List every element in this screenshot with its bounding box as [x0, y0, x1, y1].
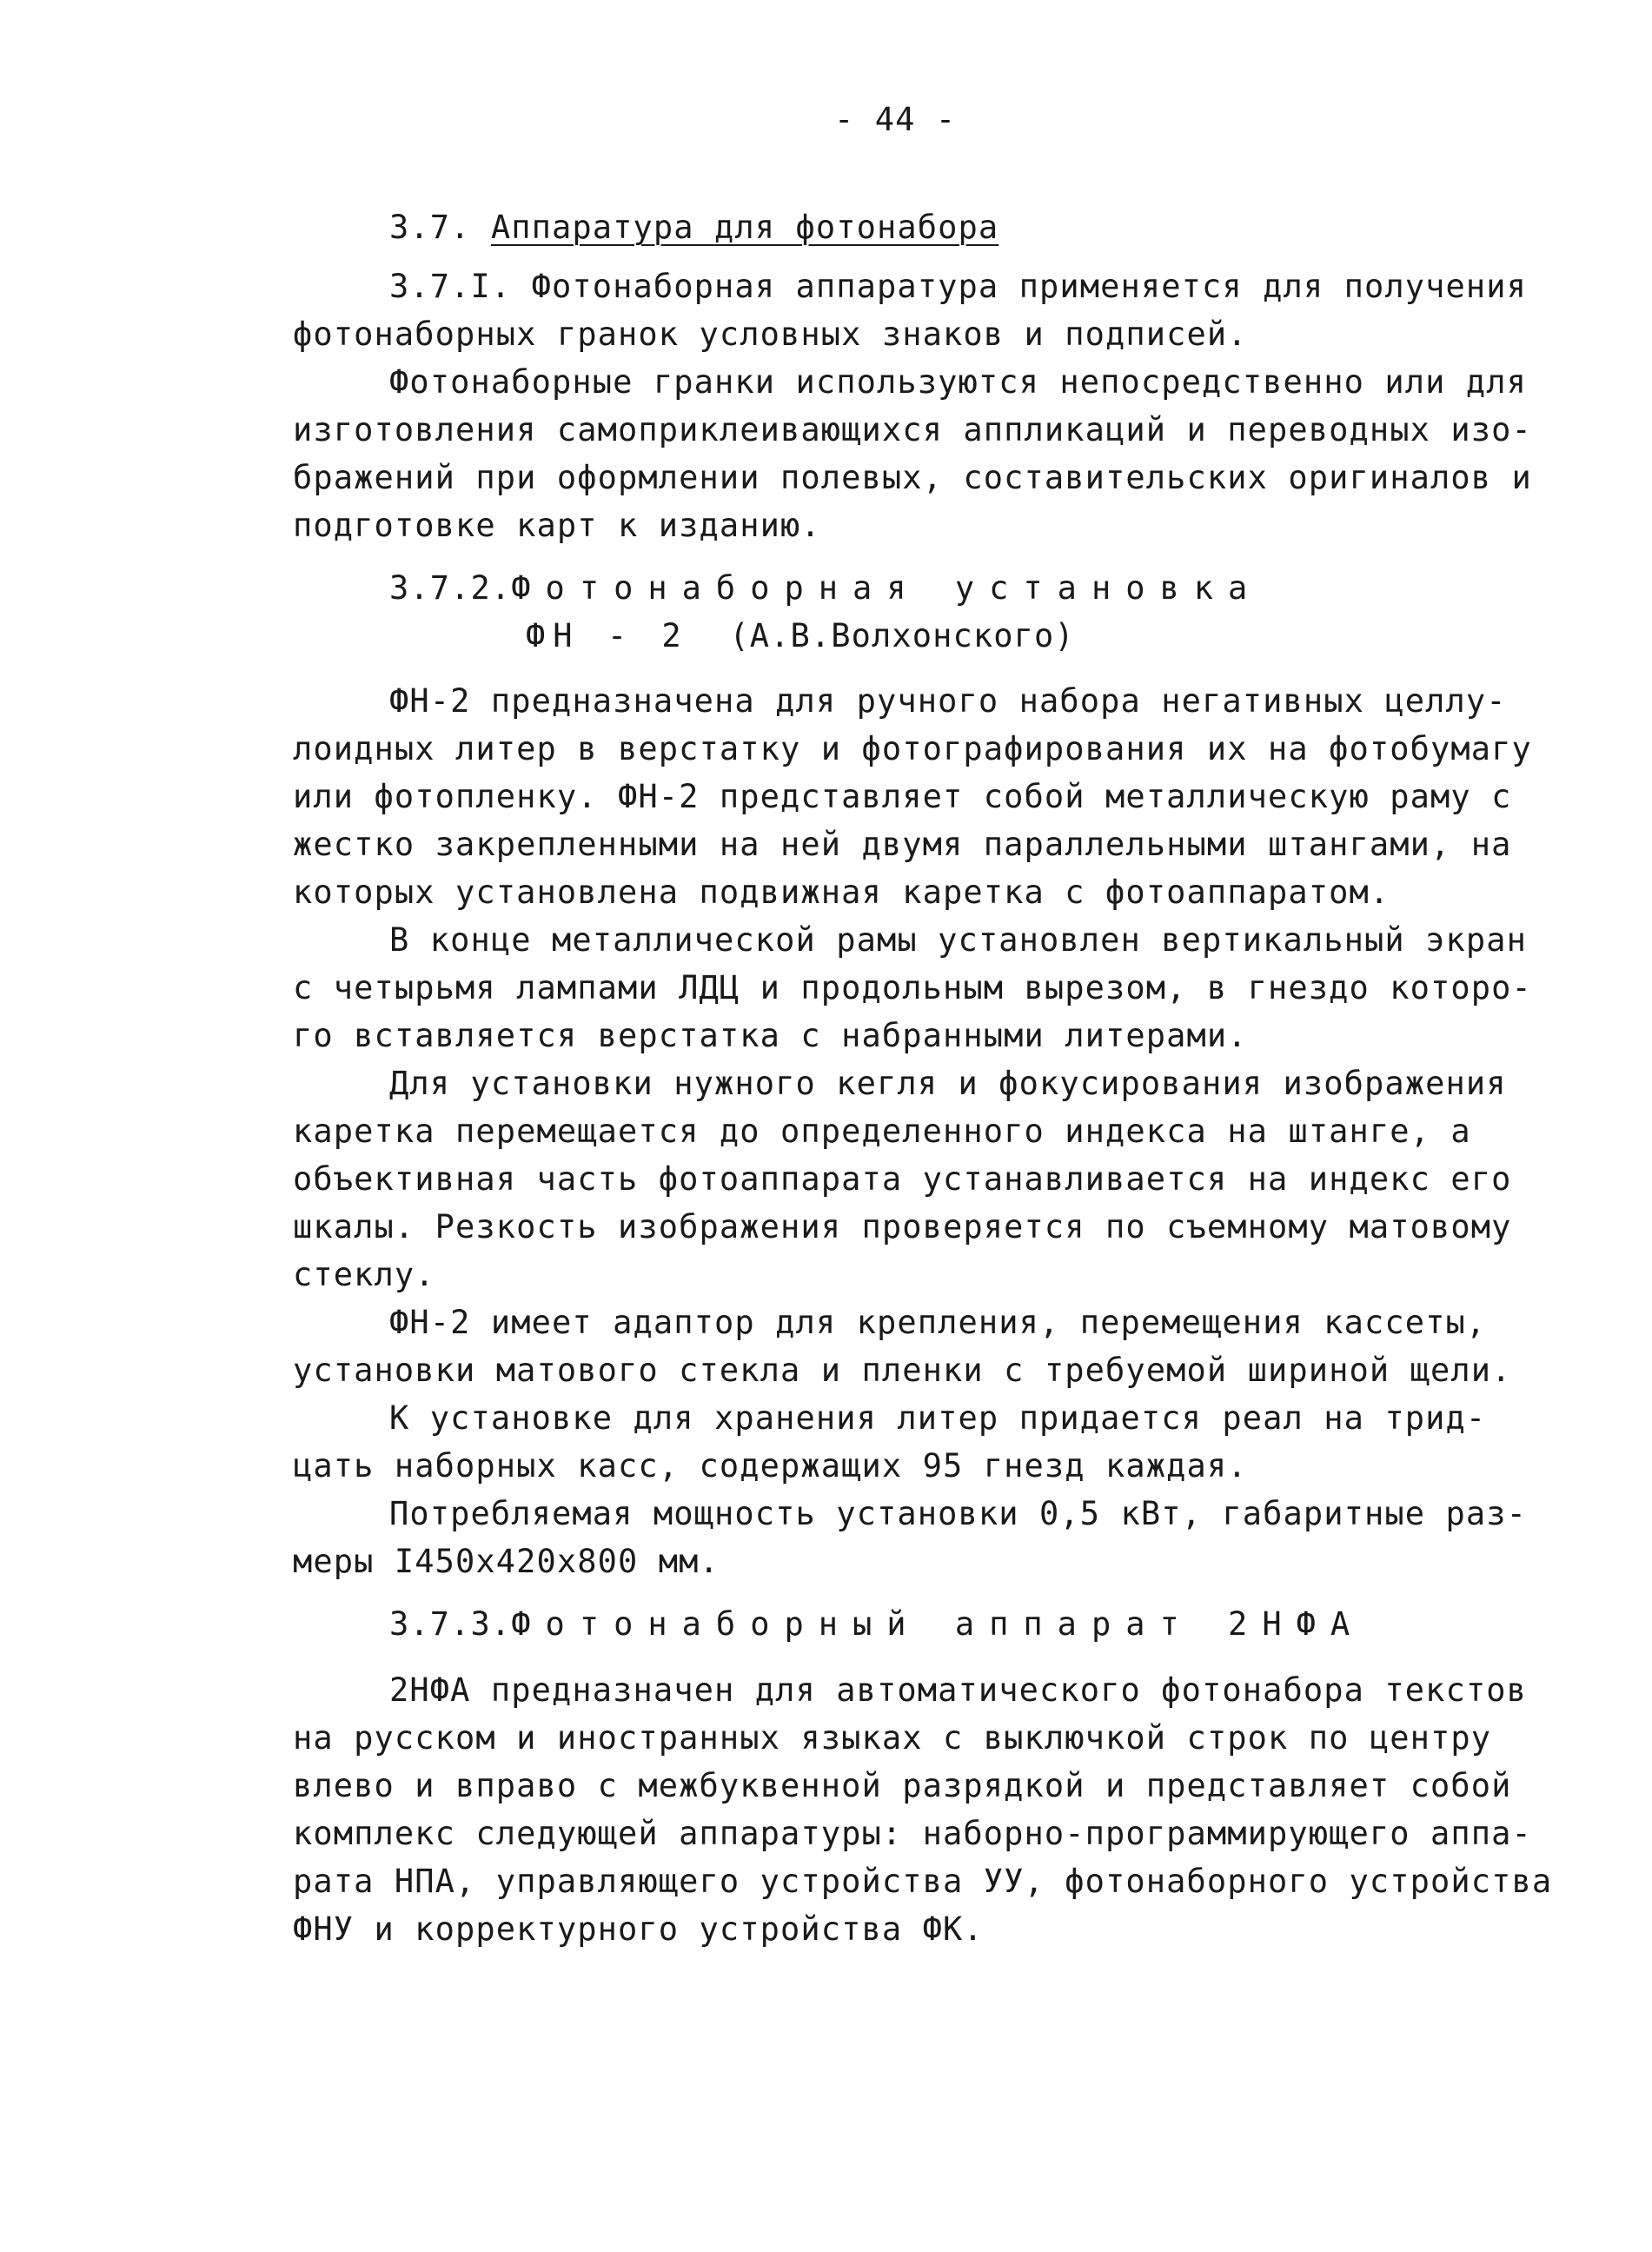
- paragraph-line: ФН-2 предназначена для ручного набора негативных целлу-: [389, 682, 1507, 720]
- paragraph-line: Потребляемая мощность установки 0,5 кВт, габаритные раз-: [389, 1495, 1528, 1532]
- model-name: ФН - 2: [526, 617, 689, 654]
- paragraph-line: бражений при оформлении полевых, составительских оригиналов и: [293, 459, 1532, 496]
- section-number: 3.7.3.: [389, 1605, 512, 1643]
- section-title: Фотонаборная установка: [511, 569, 1263, 607]
- paragraph-line: каретка перемещается до определенного индекса на штанге, а: [293, 1113, 1471, 1150]
- paragraph-line: комплекс следующей аппаратуры: наборно-программирующего аппа-: [293, 1815, 1532, 1852]
- section-heading-3-7-2-line2: [526, 614, 1075, 658]
- section-heading-3-7-2: [389, 567, 1262, 610]
- paragraph-line: подготовке карт к изданию.: [293, 507, 821, 544]
- paragraph-line: В конце металлической рамы установлен вертикальный экран: [389, 921, 1528, 959]
- paragraph-line: цать наборных касс, содержащих 95 гнезд каждая.: [293, 1447, 1248, 1485]
- author-name: (А.В.Волхонского): [729, 617, 1075, 654]
- paragraph-line: 2НФА предназначен для автоматического фотонабора текстов: [389, 1671, 1528, 1709]
- paragraph-line: которых установлена подвижная каретка с фотоаппаратом.: [293, 874, 1390, 911]
- paragraph-line: изготовления самоприклеивающихся аппликаций и переводных изо-: [293, 411, 1532, 448]
- paragraph-line: Фотонаборные гранки используются непосредственно или для: [389, 363, 1528, 401]
- paragraph-line: влево и вправо с межбуквенной разрядкой и представляет собой: [293, 1767, 1512, 1804]
- paragraph-line: на русском и иностранных языках с выключкой строк по центру: [293, 1719, 1492, 1757]
- paragraph-line: с четырьмя лампами ЛДЦ и продольным вырезом, в гнездо которо-: [293, 969, 1532, 1006]
- paragraph-line: ФН-2 имеет адаптор для крепления, перемещения кассеты,: [389, 1304, 1487, 1341]
- paragraph-line: шкалы. Резкость изображения проверяется по съемному матовому: [293, 1208, 1512, 1246]
- paragraph-line: установки матового стекла и пленки с требуемой шириной щели.: [293, 1352, 1512, 1389]
- section-title: Фотонаборный аппарат 2НФА: [511, 1605, 1365, 1643]
- paragraph-line: лоидных литер в верстатку и фотографирования их на фотобумагу: [293, 730, 1532, 767]
- paragraph-line: или фотопленку. ФН-2 представляет собой металлическую раму с: [293, 778, 1512, 815]
- paragraph-line: меры I450x420x800 мм.: [293, 1543, 720, 1580]
- page-number: - 44 -: [834, 101, 957, 138]
- section-number: 3.7.2.: [389, 569, 512, 607]
- paragraph-line: жестко закрепленными на ней двумя параллельными штангами, на: [293, 826, 1512, 863]
- section-number: 3.7.: [389, 209, 471, 246]
- section-title: Аппаратура для фотонабора: [490, 209, 999, 246]
- paragraph-line: 3.7.I. Фотонаборная аппаратура применяется для получения: [389, 268, 1528, 305]
- paragraph-line: стеклу.: [293, 1256, 435, 1293]
- section-heading-3-7-3: [389, 1603, 1364, 1646]
- paragraph-line: рата НПА, управляющего устройства УУ, фотонаборного устройства: [293, 1863, 1553, 1900]
- paragraph-line: Для установки нужного кегля и фокусирования изображения: [389, 1065, 1507, 1102]
- section-heading-3-7: [389, 206, 998, 249]
- paragraph-line: объективная часть фотоаппарата устанавливается на индекс его: [293, 1160, 1512, 1198]
- paragraph-line: фотонаборных гранок условных знаков и подписей.: [293, 316, 1248, 353]
- paragraph-line: го вставляется верстатка с набранными литерами.: [293, 1017, 1248, 1054]
- paragraph-line: К установке для хранения литер придается реал на трид-: [389, 1399, 1487, 1437]
- paragraph-line: ФНУ и корректурного устройства ФК.: [293, 1910, 984, 1948]
